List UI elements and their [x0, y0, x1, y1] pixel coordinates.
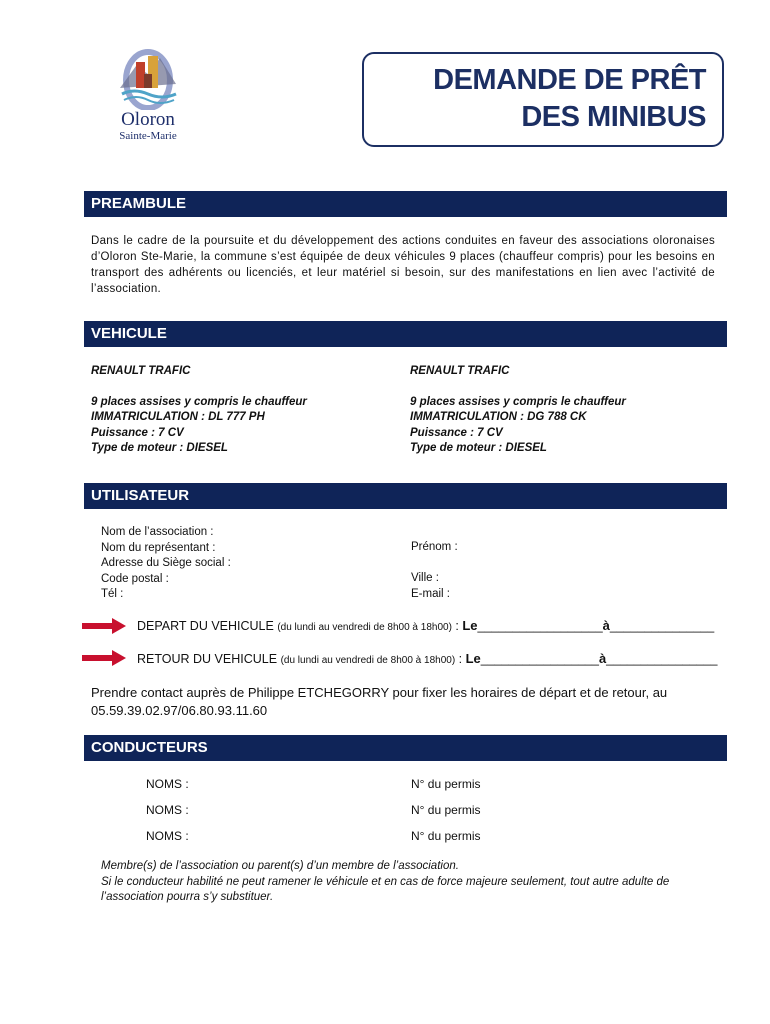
driver-licence-label: N° du permis [411, 829, 481, 843]
driver-name-label: NOMS : [146, 829, 189, 843]
city-label: Ville : [411, 572, 439, 584]
drivers-note-line-2: Si le conducteur habilité ne peut ramener le véhicule et en cas de force majeure seulement, tout autre adulte de l’association pourra s’y substituer. [101, 875, 670, 903]
vehicle-right-power: Puissance : 7 CV [410, 426, 503, 439]
vehicle-right [410, 364, 626, 457]
right-arrow-icon [82, 650, 126, 666]
vehicle-left-model: RENAULT TRAFIC [91, 365, 191, 377]
logo-subtitle: Sainte-Marie [119, 130, 177, 142]
vehicle-left-seats: 9 places assises y compris le chauffeur [91, 395, 307, 408]
depart-time-blank: _______________ [609, 619, 715, 633]
town-emblem-icon [114, 44, 182, 110]
retour-time-blank: ________________ [606, 652, 718, 666]
right-arrow-icon [82, 618, 126, 634]
vehicle-right-seats: 9 places assises y compris le chauffeur [410, 395, 626, 408]
retour-colon: : [455, 652, 466, 666]
driver-name-label: NOMS : [146, 803, 189, 817]
retour-label: RETOUR DU VEHICULE [137, 652, 278, 666]
retour-hours: (du lundi au vendredi de 8h00 à 18h00) [280, 655, 456, 666]
contact-text: Prendre contact auprès de Philippe ETCHEGORRY pour fixer les horaires de départ et de retour, au 05.59.39.02.97/06.80.93.11.60 [91, 685, 668, 718]
postal-code-label: Code postal : [101, 572, 169, 585]
logo-name: Oloron [121, 109, 175, 130]
phone-label: Tél : [101, 588, 124, 600]
head-office-address-label: Adresse du Siège social : [101, 557, 231, 569]
section-header-vehicule: VEHICULE [84, 321, 727, 347]
depart-hours: (du lundi au vendredi de 8h00 à 18h00) [277, 622, 452, 633]
email-label: E-mail : [411, 587, 450, 600]
driver-licence-label: N° du permis [411, 803, 481, 817]
depart-a: à [602, 618, 610, 633]
vehicle-left-engine: Type de moteur : DIESEL [91, 442, 228, 454]
depart-label: DEPART DU VEHICULE [137, 619, 274, 633]
vehicle-right-engine: Type de moteur : DIESEL [410, 442, 547, 454]
drivers-note [101, 859, 713, 906]
vehicle-right-model: RENAULT TRAFIC [410, 365, 510, 377]
retour-date-blank: _________________ [480, 652, 599, 666]
drivers-note-line-1: Membre(s) de l’association ou parent(s) d’un membre de l’association. [101, 860, 459, 872]
vehicle-left-power: Puissance : 7 CV [91, 426, 184, 439]
retour-line [137, 651, 717, 666]
section-header-conducteurs: CONDUCTEURS [84, 735, 727, 761]
depart-date-blank: __________________ [477, 619, 603, 633]
title-line-1: DEMANDE DE PRÊT [433, 64, 706, 96]
association-name-label: Nom de l’association : [101, 526, 214, 538]
depart-le: Le [462, 618, 478, 633]
driver-licence-label: N° du permis [411, 777, 481, 791]
section-header-preambule: PREAMBULE [84, 191, 727, 217]
title-line-2: DES MINIBUS [521, 101, 706, 133]
retour-a: à [598, 651, 607, 666]
vehicle-right-plate: IMMATRICULATION : DG 788 CK [410, 411, 587, 423]
representative-name-label: Nom du représentant : [101, 541, 216, 554]
retour-le: Le [465, 651, 481, 666]
section-header-utilisateur: UTILISATEUR [84, 483, 727, 509]
first-name-label: Prénom : [411, 541, 458, 553]
vehicle-left-plate: IMMATRICULATION : DL 777 PH [91, 411, 265, 423]
driver-name-label: NOMS : [146, 777, 189, 791]
oloron-logo [104, 44, 192, 148]
user-fields-right [411, 571, 450, 602]
depart-colon: : [451, 619, 463, 633]
preambule-text: Dans le cadre de la poursuite et du développement des actions conduites en faveur des associations oloronaises d’Oloron Ste-Marie, la commune s’est équipée de deux véhicules 9 places (chauffeur compris) pour les besoins en transport des adhérents ou licenciés, et leur matériel si besoin, sur des manifestations en lien avec l’activité de l’association. [91, 235, 715, 295]
user-fields-left [101, 525, 231, 603]
vehicle-left [91, 364, 307, 457]
title-box [362, 52, 724, 147]
depart-line [137, 618, 714, 633]
